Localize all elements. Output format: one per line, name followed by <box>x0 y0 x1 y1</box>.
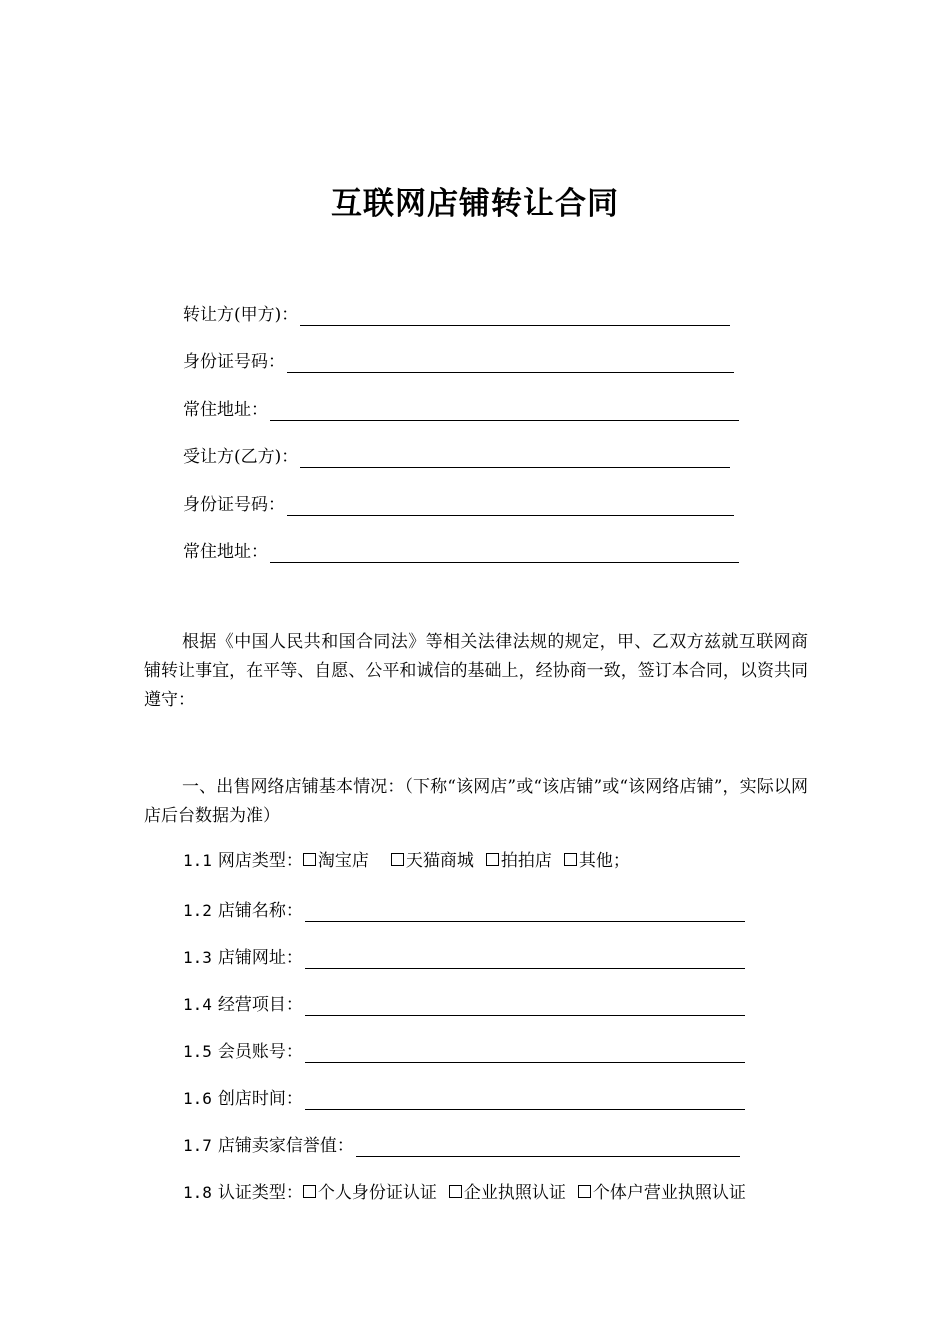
item-label: 店铺名称： <box>217 901 303 921</box>
option-label: 天猫商城 <box>405 851 474 871</box>
blank-line[interactable] <box>305 997 745 1016</box>
checkbox-icon[interactable] <box>303 853 316 866</box>
field-label: 身份证号码： <box>183 352 285 372</box>
field-label: 身份证号码： <box>183 495 285 515</box>
item-1-5-member-account <box>183 1037 745 1063</box>
checkbox-icon[interactable] <box>578 1185 591 1198</box>
field-label: 常住地址： <box>183 542 268 562</box>
item-1-1-shop-type <box>183 850 642 872</box>
checkbox-option[interactable] <box>449 1182 566 1204</box>
blank-line[interactable] <box>270 544 739 563</box>
option-label: 其他； <box>578 851 630 871</box>
item-1-7-seller-credit <box>183 1131 740 1157</box>
party-b-id-field <box>183 490 734 516</box>
item-number: 1.5 <box>183 1042 212 1061</box>
field-label: 常住地址： <box>183 400 268 420</box>
item-1-8-certification-type <box>183 1182 746 1204</box>
option-label: 个人身份证认证 <box>317 1183 437 1203</box>
option-label: 企业执照认证 <box>463 1183 566 1203</box>
blank-line[interactable] <box>305 1091 745 1110</box>
option-label: 个体户营业执照认证 <box>592 1183 746 1203</box>
item-1-2-shop-name <box>183 896 745 922</box>
item-label: 经营项目： <box>217 995 303 1015</box>
section-1-heading: 一、出售网络店铺基本情况：（下称“该网店”或“该店铺”或“该网络店铺”，实际以网店后台数据为准） <box>144 777 808 826</box>
item-number: 1.4 <box>183 995 212 1014</box>
field-label: 受让方(乙方)： <box>183 447 299 467</box>
checkbox-icon[interactable] <box>391 853 404 866</box>
item-label: 店铺卖家信誉值： <box>217 1136 354 1156</box>
item-number: 1.6 <box>183 1089 212 1108</box>
option-label: 拍拍店 <box>500 851 552 871</box>
checkbox-icon[interactable] <box>486 853 499 866</box>
checkbox-option[interactable] <box>486 850 552 872</box>
option-label: 淘宝店 <box>317 851 369 871</box>
blank-line[interactable] <box>270 402 739 421</box>
item-1-3-shop-url <box>183 943 745 969</box>
party-b-address-field <box>183 537 739 563</box>
item-label: 创店时间： <box>217 1089 303 1109</box>
checkbox-option[interactable] <box>564 850 630 872</box>
checkbox-option[interactable] <box>303 1182 437 1204</box>
checkbox-option[interactable] <box>303 850 369 872</box>
checkbox-icon[interactable] <box>449 1185 462 1198</box>
checkbox-icon[interactable] <box>564 853 577 866</box>
item-number: 1.7 <box>183 1136 212 1155</box>
blank-line[interactable] <box>300 307 730 326</box>
item-label: 店铺网址： <box>217 948 303 968</box>
item-1-6-created-time <box>183 1084 745 1110</box>
item-number: 1.8 <box>183 1183 212 1202</box>
checkbox-option[interactable] <box>391 850 474 872</box>
blank-line[interactable] <box>305 950 745 969</box>
blank-line[interactable] <box>287 497 734 516</box>
party-b-name-field <box>183 442 730 468</box>
item-label: 网店类型： <box>217 851 303 871</box>
checkbox-icon[interactable] <box>303 1185 316 1198</box>
document-title: 互联网店铺转让合同 <box>331 186 619 222</box>
blank-line[interactable] <box>305 1044 745 1063</box>
blank-line[interactable] <box>287 354 734 373</box>
party-a-id-field <box>183 347 734 373</box>
checkbox-option[interactable] <box>578 1182 746 1204</box>
item-1-4-business-scope <box>183 990 745 1016</box>
blank-line[interactable] <box>356 1138 740 1157</box>
blank-line[interactable] <box>300 449 730 468</box>
party-a-name-field <box>183 300 730 326</box>
preamble-paragraph: 根据《中国人民共和国合同法》等相关法律法规的规定，甲、乙双方兹就互联网商铺转让事宜，在平等、自愿、公平和诚信的基础上，经协商一致，签订本合同，以资共同遵守： <box>144 632 808 710</box>
party-a-address-field <box>183 395 739 421</box>
field-label: 转让方(甲方)： <box>183 305 299 325</box>
item-number: 1.3 <box>183 948 212 967</box>
item-label: 会员账号： <box>217 1042 303 1062</box>
item-number: 1.1 <box>183 851 212 870</box>
item-number: 1.2 <box>183 901 212 920</box>
blank-line[interactable] <box>305 903 745 922</box>
item-label: 认证类型： <box>217 1183 303 1203</box>
